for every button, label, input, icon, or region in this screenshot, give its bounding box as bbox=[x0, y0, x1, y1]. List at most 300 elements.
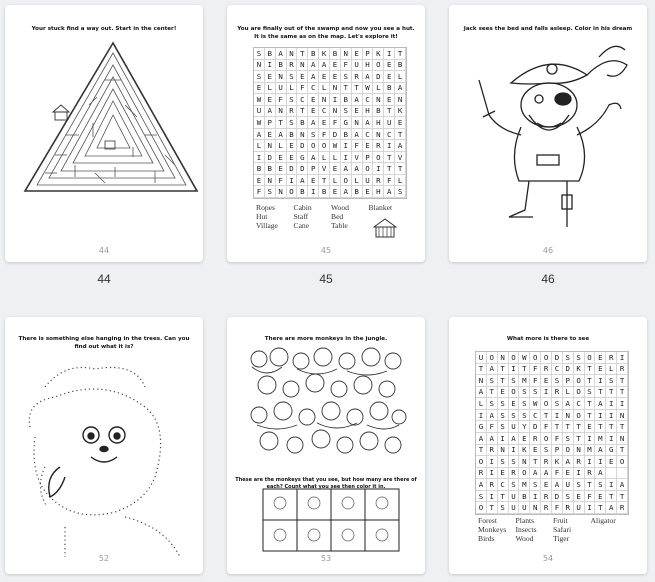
grid-letter: I bbox=[330, 94, 341, 106]
grid-letter: N bbox=[287, 48, 298, 60]
grid-letter: R bbox=[373, 175, 384, 187]
grid-letter: L bbox=[319, 152, 330, 164]
grid-letter: R bbox=[487, 479, 498, 491]
grid-letter: I bbox=[585, 502, 596, 514]
hut-icon bbox=[373, 218, 397, 238]
grid-letter: E bbox=[498, 468, 509, 480]
word-list-item: Cane bbox=[293, 221, 310, 230]
grid-letter: P bbox=[363, 152, 374, 164]
grid-letter: B bbox=[352, 186, 363, 198]
grid-letter: O bbox=[574, 410, 585, 422]
grid-letter: A bbox=[395, 83, 406, 95]
grid-letter: T bbox=[585, 364, 596, 376]
grid-letter: F bbox=[552, 468, 563, 480]
grid-letter: T bbox=[530, 456, 541, 468]
grid-letter: I bbox=[487, 491, 498, 503]
grid-letter: T bbox=[585, 410, 596, 422]
grid-letter: R bbox=[585, 468, 596, 480]
grid-letter: L bbox=[606, 364, 617, 376]
grid-letter: R bbox=[287, 106, 298, 118]
grid-letter: R bbox=[530, 433, 541, 445]
page-card-52[interactable] bbox=[5, 317, 203, 574]
grid-letter: D bbox=[552, 491, 563, 503]
grid-letter: N bbox=[265, 175, 276, 187]
grid-letter: E bbox=[319, 117, 330, 129]
grid-letter: T bbox=[519, 364, 530, 376]
grid-letter: E bbox=[519, 433, 530, 445]
grid-letter: N bbox=[476, 375, 487, 387]
grid-letter: U bbox=[384, 117, 395, 129]
grid-letter: I bbox=[476, 410, 487, 422]
grid-letter: U bbox=[563, 479, 574, 491]
word-list-item: Hut bbox=[256, 212, 268, 221]
grid-letter: E bbox=[595, 491, 606, 503]
grid-letter: G bbox=[341, 117, 352, 129]
grid-letter: A bbox=[308, 71, 319, 83]
grid-letter: U bbox=[254, 106, 265, 118]
grid-letter: C bbox=[530, 410, 541, 422]
grid-letter: B bbox=[373, 106, 384, 118]
grid-letter: S bbox=[563, 433, 574, 445]
grid-letter: F bbox=[530, 375, 541, 387]
grid-letter: T bbox=[606, 387, 617, 399]
grid-letter: A bbox=[541, 468, 552, 480]
grid-letter: A bbox=[319, 60, 330, 72]
grid-letter: T bbox=[319, 175, 330, 187]
grid-letter: A bbox=[265, 106, 276, 118]
grid-letter: O bbox=[574, 387, 585, 399]
grid-letter: S bbox=[509, 410, 520, 422]
grid-letter: O bbox=[541, 352, 552, 364]
grid-letter: D bbox=[373, 71, 384, 83]
page-title: You are finally out of the swamp and now you see a hut. It is the same as on the map. Let's explore it! bbox=[237, 26, 415, 40]
page-number: 46 bbox=[542, 246, 554, 255]
grid-letter: B bbox=[384, 83, 395, 95]
word-list-item bbox=[591, 534, 629, 543]
grid-letter: G bbox=[606, 445, 617, 457]
grid-letter: N bbox=[319, 94, 330, 106]
page-caption-46: 46 bbox=[541, 272, 555, 286]
page-number: 45 bbox=[320, 246, 332, 255]
word-list-item: Aligator bbox=[590, 516, 616, 525]
grid-letter: O bbox=[509, 352, 520, 364]
grid-letter: N bbox=[395, 94, 406, 106]
grid-letter: S bbox=[395, 186, 406, 198]
grid-letter: I bbox=[606, 398, 617, 410]
grid-letter: W bbox=[519, 352, 530, 364]
grid-letter: N bbox=[297, 60, 308, 72]
grid-letter: N bbox=[341, 48, 352, 60]
word-search-grid bbox=[475, 351, 629, 515]
grid-letter: F bbox=[541, 421, 552, 433]
word-list-item: Fruit bbox=[553, 516, 568, 525]
word-list-item bbox=[591, 525, 629, 534]
grid-letter: E bbox=[308, 94, 319, 106]
word-list-item: Tiger bbox=[553, 534, 570, 543]
grid-letter: N bbox=[276, 106, 287, 118]
grid-letter: B bbox=[330, 48, 341, 60]
grid-letter: B bbox=[265, 48, 276, 60]
grid-letter: A bbox=[606, 502, 617, 514]
grid-letter: B bbox=[265, 163, 276, 175]
grid-letter: R bbox=[287, 60, 298, 72]
grid-letter: T bbox=[595, 387, 606, 399]
grid-letter: A bbox=[595, 398, 606, 410]
grid-letter: T bbox=[395, 48, 406, 60]
page-card-44[interactable] bbox=[5, 5, 203, 262]
grid-letter: K bbox=[373, 48, 384, 60]
grid-letter: I bbox=[487, 456, 498, 468]
word-list-item: Village bbox=[256, 221, 278, 230]
grid-letter bbox=[617, 468, 628, 480]
grid-letter: F bbox=[384, 175, 395, 187]
grid-letter: T bbox=[606, 421, 617, 433]
grid-letter: E bbox=[498, 387, 509, 399]
grid-letter: D bbox=[297, 163, 308, 175]
grid-letter: I bbox=[606, 479, 617, 491]
grid-letter: S bbox=[574, 352, 585, 364]
grid-letter: P bbox=[552, 445, 563, 457]
grid-letter: U bbox=[363, 175, 374, 187]
word-list-item: Safari bbox=[553, 525, 572, 534]
grid-letter: T bbox=[585, 398, 596, 410]
grid-letter: T bbox=[384, 163, 395, 175]
grid-letter: U bbox=[476, 352, 487, 364]
grid-letter: T bbox=[617, 375, 628, 387]
grid-letter: W bbox=[254, 94, 265, 106]
grid-letter: S bbox=[341, 71, 352, 83]
grid-letter: E bbox=[330, 186, 341, 198]
grid-letter: F bbox=[319, 129, 330, 141]
grid-letter: H bbox=[373, 186, 384, 198]
grid-letter: A bbox=[276, 129, 287, 141]
grid-letter: L bbox=[330, 152, 341, 164]
monkey-count-table bbox=[227, 317, 425, 574]
grid-letter: U bbox=[509, 502, 520, 514]
grid-letter: R bbox=[606, 352, 617, 364]
grid-letter: K bbox=[395, 106, 406, 118]
grid-letter: I bbox=[585, 433, 596, 445]
grid-letter: A bbox=[308, 152, 319, 164]
grid-letter: I bbox=[384, 140, 395, 152]
grid-letter: A bbox=[509, 433, 520, 445]
grid-letter: A bbox=[341, 163, 352, 175]
grid-letter: S bbox=[509, 375, 520, 387]
grid-letter: S bbox=[552, 375, 563, 387]
grid-letter: T bbox=[617, 387, 628, 399]
grid-letter: E bbox=[595, 352, 606, 364]
grid-letter: T bbox=[395, 129, 406, 141]
grid-letter: U bbox=[352, 60, 363, 72]
dot-to-dot-monkey-illustration bbox=[5, 317, 203, 574]
grid-letter: O bbox=[563, 445, 574, 457]
grid-letter: T bbox=[585, 375, 596, 387]
grid-letter: N bbox=[498, 352, 509, 364]
grid-letter: I bbox=[384, 48, 395, 60]
grid-letter: E bbox=[384, 60, 395, 72]
grid-letter: V bbox=[352, 152, 363, 164]
grid-letter: G bbox=[476, 421, 487, 433]
grid-letter: I bbox=[254, 152, 265, 164]
grid-letter: E bbox=[330, 60, 341, 72]
grid-letter: I bbox=[265, 60, 276, 72]
grid-letter: A bbox=[308, 117, 319, 129]
grid-letter: S bbox=[308, 129, 319, 141]
grid-letter: S bbox=[552, 398, 563, 410]
grid-letter: E bbox=[319, 71, 330, 83]
grid-letter: D bbox=[265, 152, 276, 164]
grid-letter: V bbox=[319, 163, 330, 175]
page-card-45[interactable] bbox=[227, 5, 425, 262]
grid-letter: P bbox=[265, 117, 276, 129]
grid-letter: H bbox=[373, 117, 384, 129]
grid-letter: D bbox=[563, 364, 574, 376]
grid-letter: F bbox=[276, 94, 287, 106]
grid-letter: S bbox=[519, 398, 530, 410]
grid-letter: T bbox=[476, 364, 487, 376]
grid-letter: A bbox=[363, 71, 374, 83]
grid-letter: T bbox=[297, 106, 308, 118]
grid-letter: T bbox=[606, 491, 617, 503]
grid-letter: A bbox=[530, 468, 541, 480]
grid-letter: C bbox=[363, 129, 374, 141]
grid-letter: K bbox=[552, 456, 563, 468]
grid-letter: B bbox=[297, 186, 308, 198]
grid-letter: T bbox=[617, 445, 628, 457]
grid-letter: N bbox=[519, 456, 530, 468]
grid-letter: O bbox=[341, 175, 352, 187]
grid-letter: A bbox=[395, 140, 406, 152]
grid-letter: R bbox=[352, 71, 363, 83]
grid-letter: F bbox=[352, 140, 363, 152]
grid-letter: R bbox=[574, 456, 585, 468]
grid-letter: S bbox=[476, 491, 487, 503]
grid-letter: K bbox=[574, 364, 585, 376]
grid-letter: S bbox=[519, 387, 530, 399]
page-title: Your stuck find a way out. Start in the center! bbox=[31, 26, 177, 32]
grid-letter: T bbox=[574, 421, 585, 433]
grid-letter: T bbox=[595, 502, 606, 514]
grid-letter: S bbox=[287, 117, 298, 129]
grid-letter: A bbox=[476, 387, 487, 399]
grid-letter: N bbox=[617, 433, 628, 445]
grid-letter: I bbox=[308, 186, 319, 198]
word-list bbox=[478, 516, 628, 543]
grid-letter: I bbox=[585, 456, 596, 468]
grid-letter: A bbox=[476, 433, 487, 445]
word-list-item: Monkeys bbox=[478, 525, 507, 534]
grid-letter: E bbox=[265, 129, 276, 141]
grid-letter: S bbox=[341, 106, 352, 118]
word-list-item: Wood bbox=[331, 203, 349, 212]
grid-letter: A bbox=[297, 175, 308, 187]
grid-letter: O bbox=[319, 140, 330, 152]
grid-letter: N bbox=[617, 410, 628, 422]
grid-letter: O bbox=[541, 398, 552, 410]
page-title: There is something else hanging in the trees. Can you find out what it is? bbox=[18, 336, 190, 350]
grid-letter: M bbox=[595, 433, 606, 445]
grid-letter: S bbox=[498, 410, 509, 422]
grid-letter: B bbox=[519, 491, 530, 503]
grid-letter: F bbox=[585, 491, 596, 503]
grid-letter: A bbox=[595, 468, 606, 480]
grid-letter: S bbox=[254, 71, 265, 83]
grid-letter: D bbox=[330, 129, 341, 141]
grid-letter: I bbox=[498, 433, 509, 445]
page-card-53[interactable] bbox=[227, 317, 425, 574]
grid-letter: N bbox=[352, 117, 363, 129]
grid-letter: L bbox=[319, 83, 330, 95]
word-list-item: Birds bbox=[478, 534, 495, 543]
grid-letter: T bbox=[297, 48, 308, 60]
grid-letter: A bbox=[563, 398, 574, 410]
grid-letter: W bbox=[363, 83, 374, 95]
grid-letter: A bbox=[352, 94, 363, 106]
page-number: 44 bbox=[98, 246, 110, 255]
grid-letter: R bbox=[617, 364, 628, 376]
grid-letter: I bbox=[617, 398, 628, 410]
grid-letter: T bbox=[574, 433, 585, 445]
grid-letter: S bbox=[265, 186, 276, 198]
word-list-item: Insects bbox=[515, 525, 537, 534]
grid-letter: I bbox=[341, 152, 352, 164]
grid-letter: F bbox=[341, 60, 352, 72]
grid-letter: L bbox=[395, 175, 406, 187]
grid-letter: N bbox=[498, 445, 509, 457]
grid-letter: U bbox=[574, 502, 585, 514]
grid-letter: N bbox=[563, 410, 574, 422]
grid-letter: A bbox=[384, 186, 395, 198]
grid-letter: T bbox=[595, 421, 606, 433]
grid-letter: E bbox=[395, 117, 406, 129]
grid-letter: A bbox=[352, 129, 363, 141]
grid-letter: F bbox=[254, 186, 265, 198]
grid-letter: E bbox=[330, 163, 341, 175]
grid-letter: V bbox=[395, 152, 406, 164]
grid-letter: L bbox=[254, 140, 265, 152]
grid-letter: E bbox=[595, 364, 606, 376]
triangle-maze-illustration bbox=[5, 5, 203, 262]
grid-letter: I bbox=[287, 175, 298, 187]
grid-letter: E bbox=[254, 83, 265, 95]
page-card-54[interactable] bbox=[449, 317, 647, 574]
page-title: Jack sees the bed and falls asleep. Color in his dream bbox=[463, 26, 633, 32]
grid-letter: S bbox=[530, 387, 541, 399]
grid-letter: A bbox=[254, 129, 265, 141]
grid-letter: I bbox=[509, 445, 520, 457]
grid-letter: O bbox=[519, 468, 530, 480]
grid-letter: S bbox=[509, 456, 520, 468]
grid-letter: C bbox=[498, 479, 509, 491]
grid-letter: E bbox=[509, 398, 520, 410]
grid-letter: I bbox=[373, 163, 384, 175]
grid-letter: S bbox=[519, 410, 530, 422]
grid-letter: L bbox=[373, 83, 384, 95]
grid-letter: I bbox=[617, 352, 628, 364]
grid-letter: C bbox=[308, 83, 319, 95]
grid-letter: A bbox=[595, 445, 606, 457]
grid-letter: N bbox=[330, 83, 341, 95]
grid-letter: R bbox=[509, 468, 520, 480]
grid-letter: T bbox=[341, 83, 352, 95]
grid-letter: S bbox=[498, 502, 509, 514]
grid-letter: A bbox=[308, 60, 319, 72]
grid-letter: E bbox=[541, 375, 552, 387]
grid-letter: M bbox=[519, 479, 530, 491]
grid-letter: E bbox=[287, 140, 298, 152]
grid-letter: E bbox=[352, 106, 363, 118]
grid-letter: S bbox=[541, 445, 552, 457]
grid-letter: B bbox=[308, 48, 319, 60]
grid-letter: N bbox=[276, 186, 287, 198]
grid-letter: E bbox=[276, 152, 287, 164]
grid-letter: S bbox=[563, 352, 574, 364]
grid-letter: S bbox=[498, 421, 509, 433]
grid-letter: P bbox=[563, 375, 574, 387]
word-list-item: Forest bbox=[478, 516, 497, 525]
grid-letter: N bbox=[373, 129, 384, 141]
grid-letter: E bbox=[297, 71, 308, 83]
grid-letter: F bbox=[552, 433, 563, 445]
grid-letter: M bbox=[585, 445, 596, 457]
grid-letter: T bbox=[498, 491, 509, 503]
grid-letter: F bbox=[330, 117, 341, 129]
grid-letter: E bbox=[276, 163, 287, 175]
word-list-item: Ropes bbox=[256, 203, 275, 212]
grid-letter: H bbox=[363, 60, 374, 72]
grid-letter: E bbox=[384, 94, 395, 106]
grid-letter: A bbox=[276, 48, 287, 60]
grid-letter: S bbox=[563, 491, 574, 503]
grid-letter: E bbox=[541, 479, 552, 491]
grid-letter: O bbox=[373, 152, 384, 164]
grid-letter: O bbox=[509, 387, 520, 399]
grid-letter: I bbox=[606, 410, 617, 422]
grid-letter: L bbox=[287, 83, 298, 95]
grid-letter: N bbox=[254, 60, 265, 72]
grid-letter: T bbox=[563, 421, 574, 433]
word-list-item: Staff bbox=[293, 212, 309, 221]
grid-letter: T bbox=[498, 375, 509, 387]
grid-letter: N bbox=[330, 106, 341, 118]
word-list-item: Bed bbox=[331, 212, 344, 221]
grid-letter: W bbox=[530, 398, 541, 410]
grid-letter: S bbox=[498, 398, 509, 410]
grid-letter: F bbox=[530, 364, 541, 376]
grid-letter: O bbox=[308, 140, 319, 152]
grid-letter: S bbox=[254, 48, 265, 60]
grid-letter: R bbox=[373, 140, 384, 152]
grid-letter: S bbox=[509, 479, 520, 491]
grid-letter: R bbox=[541, 491, 552, 503]
grid-letter: T bbox=[487, 387, 498, 399]
grid-letter: E bbox=[606, 456, 617, 468]
grid-letter: A bbox=[487, 410, 498, 422]
grid-letter: E bbox=[363, 140, 374, 152]
grid-letter: B bbox=[319, 186, 330, 198]
grid-letter bbox=[606, 468, 617, 480]
grid-letter: M bbox=[519, 375, 530, 387]
grid-letter: T bbox=[541, 410, 552, 422]
grid-letter: E bbox=[308, 106, 319, 118]
grid-letter: U bbox=[509, 491, 520, 503]
page-number: 53 bbox=[320, 554, 332, 563]
grid-letter: E bbox=[308, 175, 319, 187]
grid-letter: N bbox=[373, 94, 384, 106]
grid-letter: Y bbox=[519, 421, 530, 433]
page-card-46[interactable] bbox=[449, 5, 647, 262]
grid-letter: I bbox=[541, 387, 552, 399]
